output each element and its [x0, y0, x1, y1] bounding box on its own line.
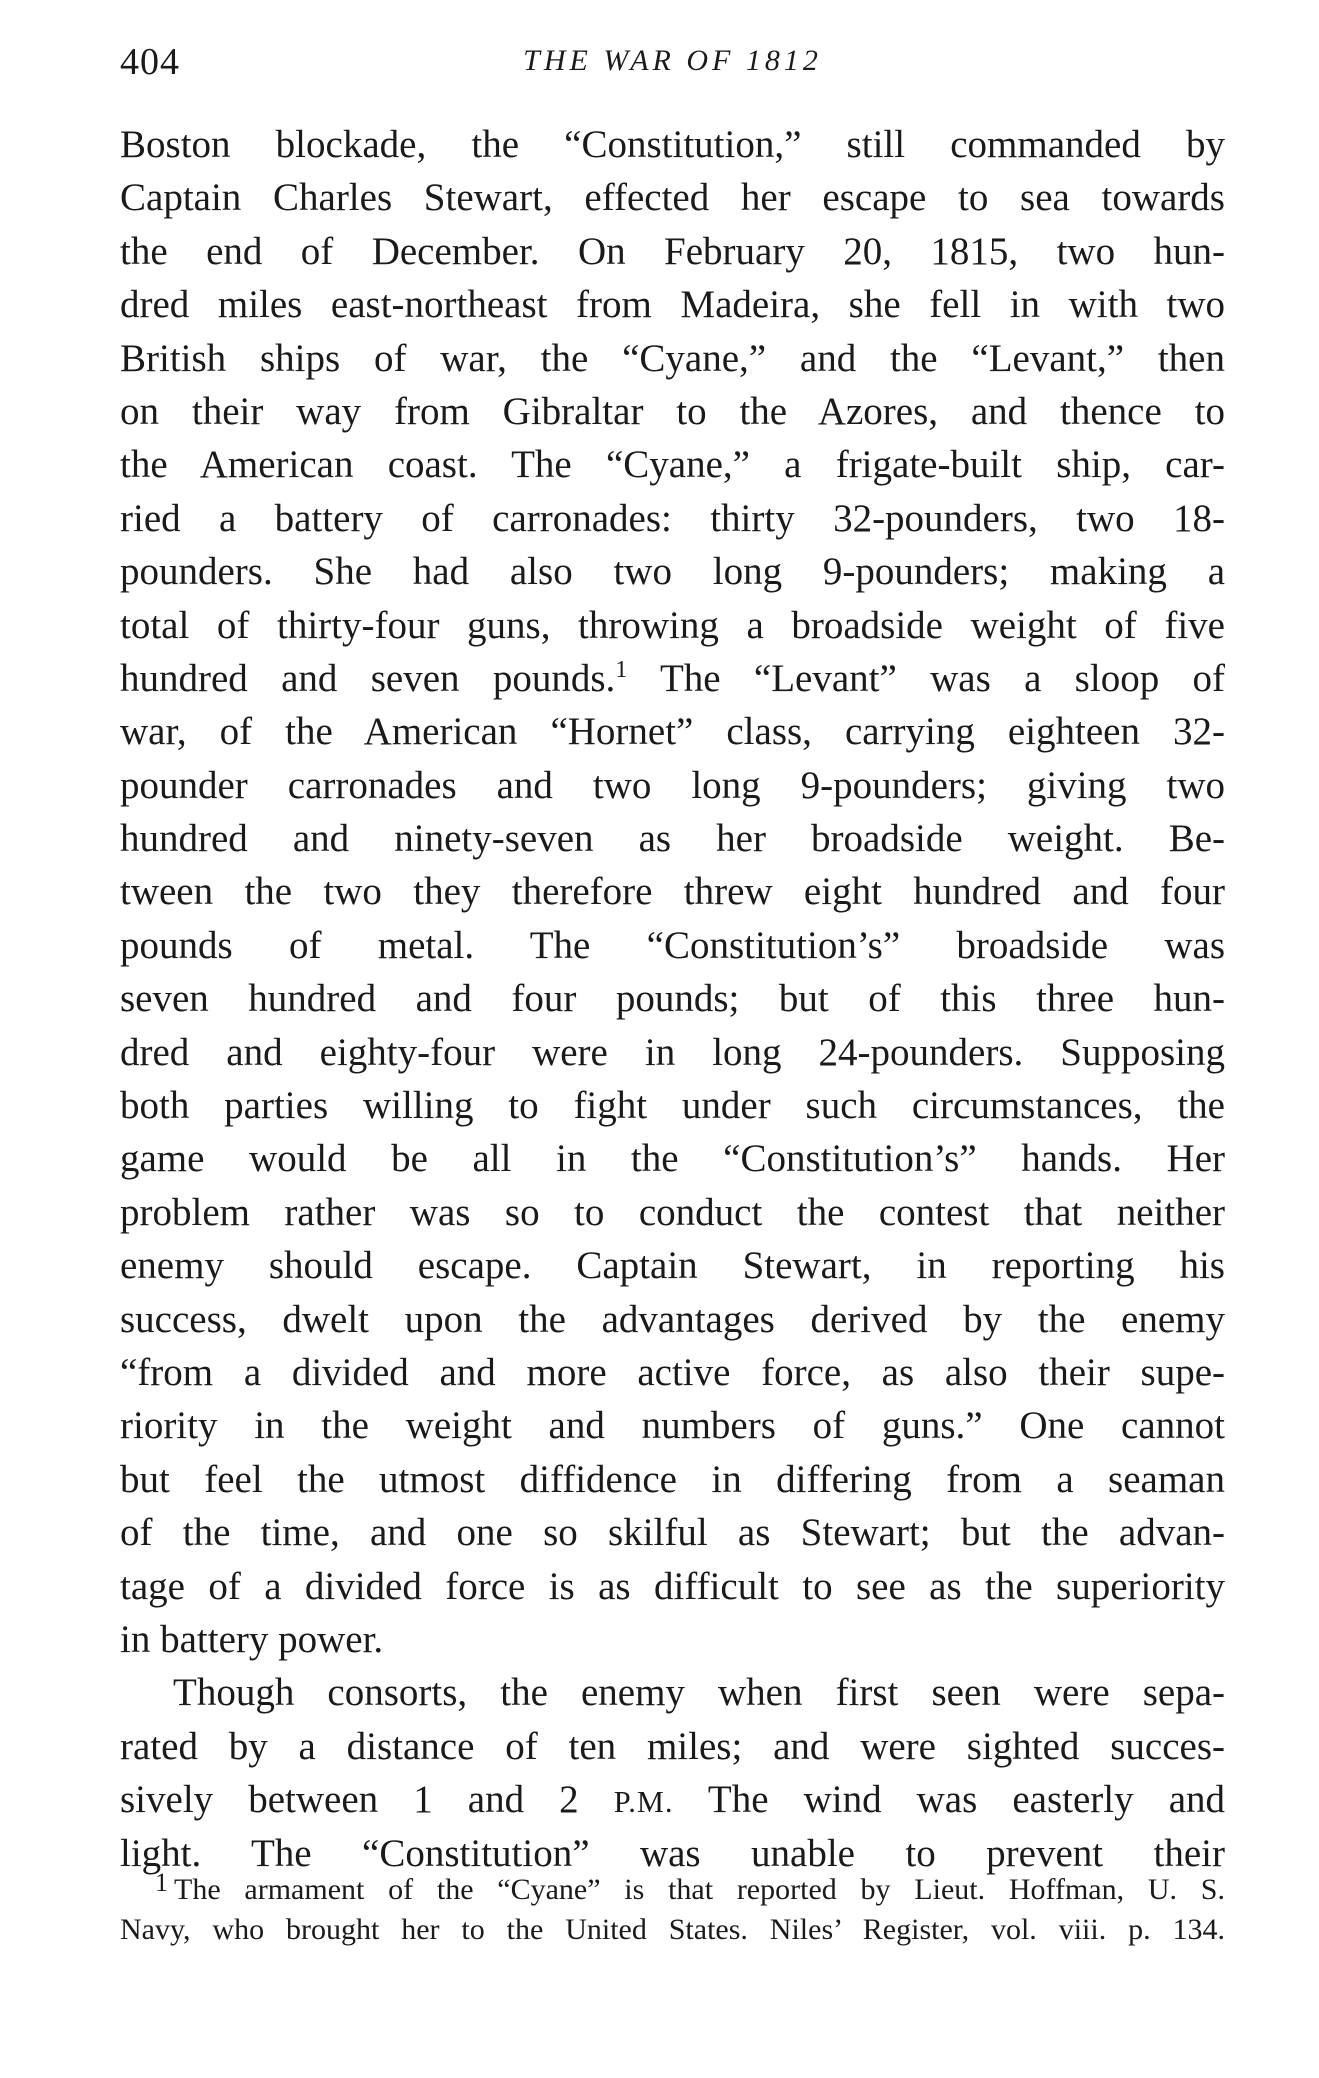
text-line: the end of December. On February 20, 1815, two hun-: [120, 229, 1225, 273]
text-line: pounds of metal. The “Constitution’s” broadside was: [120, 923, 1225, 967]
footnote-line: [120, 1870, 1225, 1910]
text-line: but feel the utmost diffidence in differing from a seaman: [120, 1457, 1225, 1501]
text-segment: sively between 1 and 2: [120, 1778, 614, 1822]
footnote-reference: 1: [615, 655, 628, 683]
text-line-with-footnote-ref: [120, 652, 1225, 705]
footnote-line: Navy, who brought her to the United States. Niles’ Register, vol. viii. p. 134.: [120, 1913, 1225, 1946]
page-header: [120, 40, 1225, 90]
text-line: both parties willing to fight under such circumstances, the: [120, 1084, 1225, 1128]
time-abbreviation: P.M.: [613, 1785, 674, 1820]
text-line: of the time, and one so skilful as Stewart; but the advan-: [120, 1511, 1225, 1555]
text-line: Though consorts, the enemy when first seen were sepa-: [173, 1671, 1225, 1715]
text-line: Boston blockade, the “Constitution,” still commanded by: [120, 123, 1225, 166]
text-line: British ships of war, the “Cyane,” and the “Levant,” then: [120, 336, 1225, 380]
text-line: on their way from Gibraltar to the Azores, and thence to: [120, 389, 1225, 433]
text-line: light. The “Constitution” was unable to prevent their: [120, 1831, 1225, 1875]
footnote-marker: 1: [155, 1868, 168, 1897]
footnote-text: The armament of the “Cyane” is that reported by Lieut. Hoffman, U. S.: [174, 1873, 1225, 1906]
text-line: hundred and ninety-seven as her broadside weight. Be-: [120, 817, 1225, 861]
text-line: ried a battery of carronades: thirty 32-pounders, two 18-: [120, 496, 1225, 540]
text-line: enemy should escape. Captain Stewart, in reporting his: [120, 1244, 1225, 1288]
text-segment: hundred and seven pounds.: [120, 656, 616, 700]
text-line: Captain Charles Stewart, effected her escape to sea towards: [120, 176, 1225, 220]
body-text: [120, 118, 1225, 1880]
text-line: “from a divided and more active force, as also their supe-: [120, 1350, 1225, 1394]
text-line-with-smallcaps: [120, 1773, 1225, 1826]
text-line: the American coast. The “Cyane,” a frigate-built ship, car-: [120, 443, 1225, 487]
text-line: seven hundred and four pounds; but of this three hun-: [120, 977, 1225, 1021]
text-line: total of thirty-four guns, throwing a broadside weight of five: [120, 603, 1225, 647]
text-line: problem rather was so to conduct the contest that neither: [120, 1190, 1225, 1234]
text-segment: The “Levant” was a sloop of: [627, 656, 1225, 700]
text-line: war, of the American “Hornet” class, carrying eighteen 32-: [120, 710, 1225, 754]
footnotes: [120, 1870, 1225, 1950]
text-line: riority in the weight and numbers of guns.” One cannot: [120, 1404, 1225, 1448]
text-line: dred and eighty-four were in long 24-pounders. Supposing: [120, 1030, 1225, 1074]
text-line: rated by a distance of ten miles; and were sighted succes-: [120, 1724, 1225, 1768]
text-line: success, dwelt upon the advantages derived by the enemy: [120, 1297, 1225, 1341]
text-line: dred miles east-northeast from Madeira, she fell in with two: [120, 283, 1225, 327]
text-line: in battery power.: [120, 1617, 384, 1661]
text-segment: The wind was easterly and: [673, 1778, 1225, 1822]
text-line: pounder carronades and two long 9-pounders; giving two: [120, 763, 1225, 807]
text-line: tage of a divided force is as difficult to see as the superiority: [120, 1564, 1225, 1608]
text-line: tween the two they therefore threw eight hundred and four: [120, 870, 1225, 914]
running-head: THE WAR OF 1812: [523, 44, 822, 77]
page-number: 404: [120, 41, 180, 83]
text-line: game would be all in the “Constitution’s” hands. Her: [120, 1137, 1225, 1181]
text-line: pounders. She had also two long 9-pounders; making a: [120, 550, 1225, 594]
